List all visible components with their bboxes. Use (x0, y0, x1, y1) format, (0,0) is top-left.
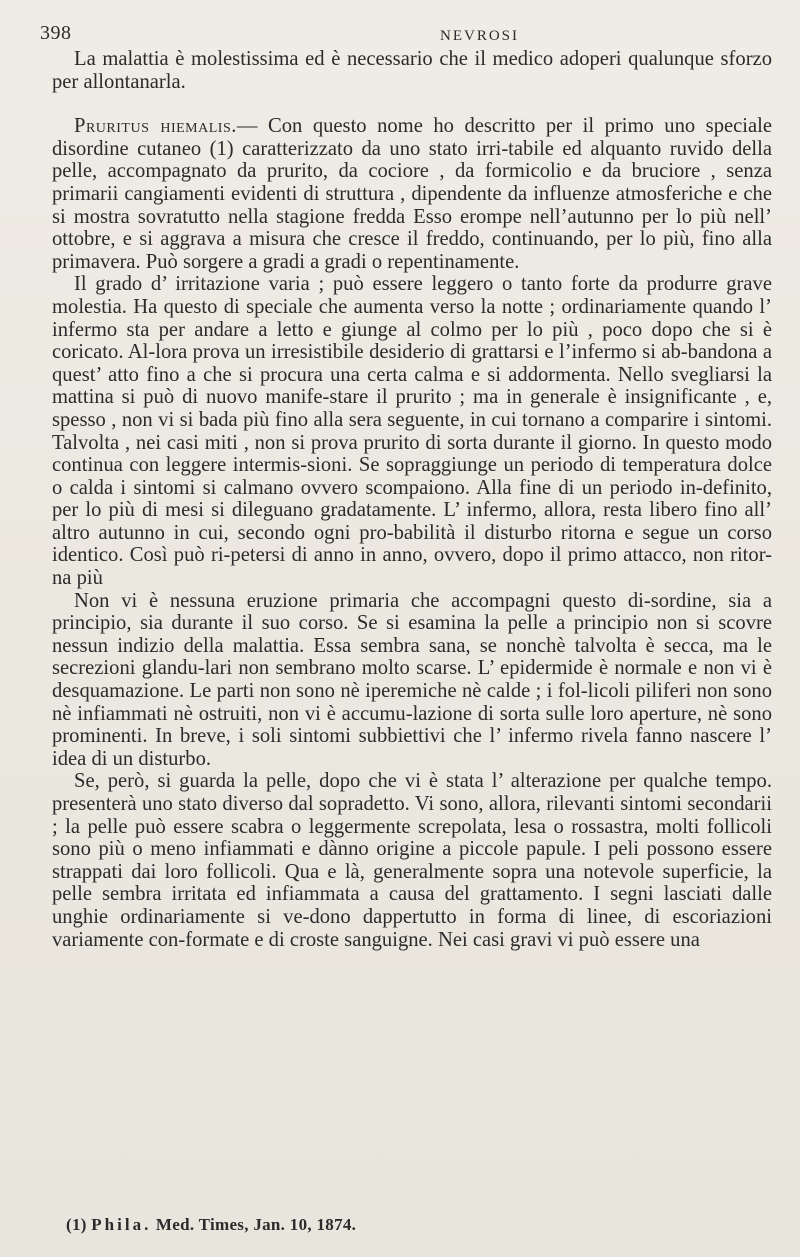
footnote-source: Phila. (91, 1215, 152, 1234)
running-head: NEVROSI (440, 28, 520, 44)
paragraph-examination: Se, però, si guarda la pelle, dopo che vi è stata l’ alterazione per qualche tempo. presenterà uno stato diverso dal sopradetto. Vi sono, allora, rilevanti sintomi secondarii ; la pelle può essere scabra o leggermente screpolata, lesa o rossastra, molti follicoli sono più o meno infiammati e dànno origine a piccole papule. I peli possono essere strappati dai loro follicoli. Qua e là, generalmente sopra una notevole superficie, la pelle sembra irritata ed infiammata a causa del grattamento. I segni lasciati dalle unghie ordinariamente si ve-dono dappertutto in forma di linee, di escoriazioni variamente con-formate e di croste sanguigne. Nei casi gravi vi può essere una (52, 770, 772, 951)
page-number: 398 (40, 22, 72, 44)
footnote-marker: (1) (66, 1215, 87, 1234)
paragraph-eruption: Non vi è nessuna eruzione primaria che accompagni questo di-sordine, sia a principio, sia durante il suo corso. Se si esamina la pelle a principio non si scovre nessun indizio della malattia. Essa sembra sana, se nonchè talvolta è secca, ma le secrezioni glandu-lari non sembrano molto scarse. L’ epidermide è normale e non vi è desquamazione. Le parti non sono nè iperemiche nè calde ; i fol-licoli piliferi non sono nè infiammati nè ostruiti, non vi è accumu-lazione di sorta sulle loro aperture, nè sono prominenti. In breve, i soli sintomi subbiettivi che l’ infermo rivela fanno nascere l’ idea di un disturbo. (52, 589, 772, 770)
body-text (52, 48, 772, 951)
footnote-text: Med. Times, Jan. 10, 1874. (155, 1215, 357, 1234)
paragraph-irritation: Il grado d’ irritazione varia ; può essere leggero o tanto forte da produrre grave molestia. Ha questo di speciale che aumenta verso la notte ; ordinariamente quando l’ infermo sta per andare a letto e giunge al colmo per lo più , poco dopo che si è coricato. Al-lora prova un irresistibile desiderio di grattarsi e l’infermo si ab-bandona a quest’ atto fino a che si procura una certa calma e si addormenta. Nello svegliarsi la mattina si può di nuovo manife-stare il prurito ; ma in generale è insignificante , e, spesso , non vi si bada più fino alla sera seguente, in cui tornano a comparire i sintomi. Talvolta , nei casi miti , non si prova prurito di sorta durante il giorno. In questo modo continua con leggere intermis-sioni. Se sopraggiunge un periodo di temperatura dolce o calda i sintomi si calmano ovvero scompaiono. Alla fine di un periodo in-definito, per lo più di mesi si dileguano gradatamente. L’ infermo, allora, resta libero fino all’ altro autunno in cui, secondo ogni pro-babilità il disturbo ritorna e segue un corso identico. Così può ri-petersi di anno in anno, ovvero, dopo il primo attacco, non ritor-na più (52, 273, 772, 590)
section-heading: Pruritus hiemalis. (74, 115, 237, 138)
paragraph-pruritus (52, 115, 772, 273)
footnote (66, 1215, 356, 1235)
paragraph-pruritus-body: — Con questo nome ho descritto per il primo uno speciale disordine cutaneo (1) caratterizzato da uno stato irri-tabile ed alquanto ruvido della pelle, accompagnato da prurito, da cociore , da formicolio e da bruciore , senza primarii cangiamenti evidenti di struttura , dipendente da influenze atmosferiche e che si mostra sovratutto nella stagione fredda Esso erompe nell’autunno per lo più nell’ ottobre, e si aggrava a misura che cresce il freddo, continuando, per lo più, fino alla primavera. Può sorgere a gradi a gradi o repentinamente. (52, 115, 772, 273)
paragraph-intro: La malattia è molestissima ed è necessario che il medico adoperi qualunque sforzo per allontanarla. (52, 48, 772, 93)
